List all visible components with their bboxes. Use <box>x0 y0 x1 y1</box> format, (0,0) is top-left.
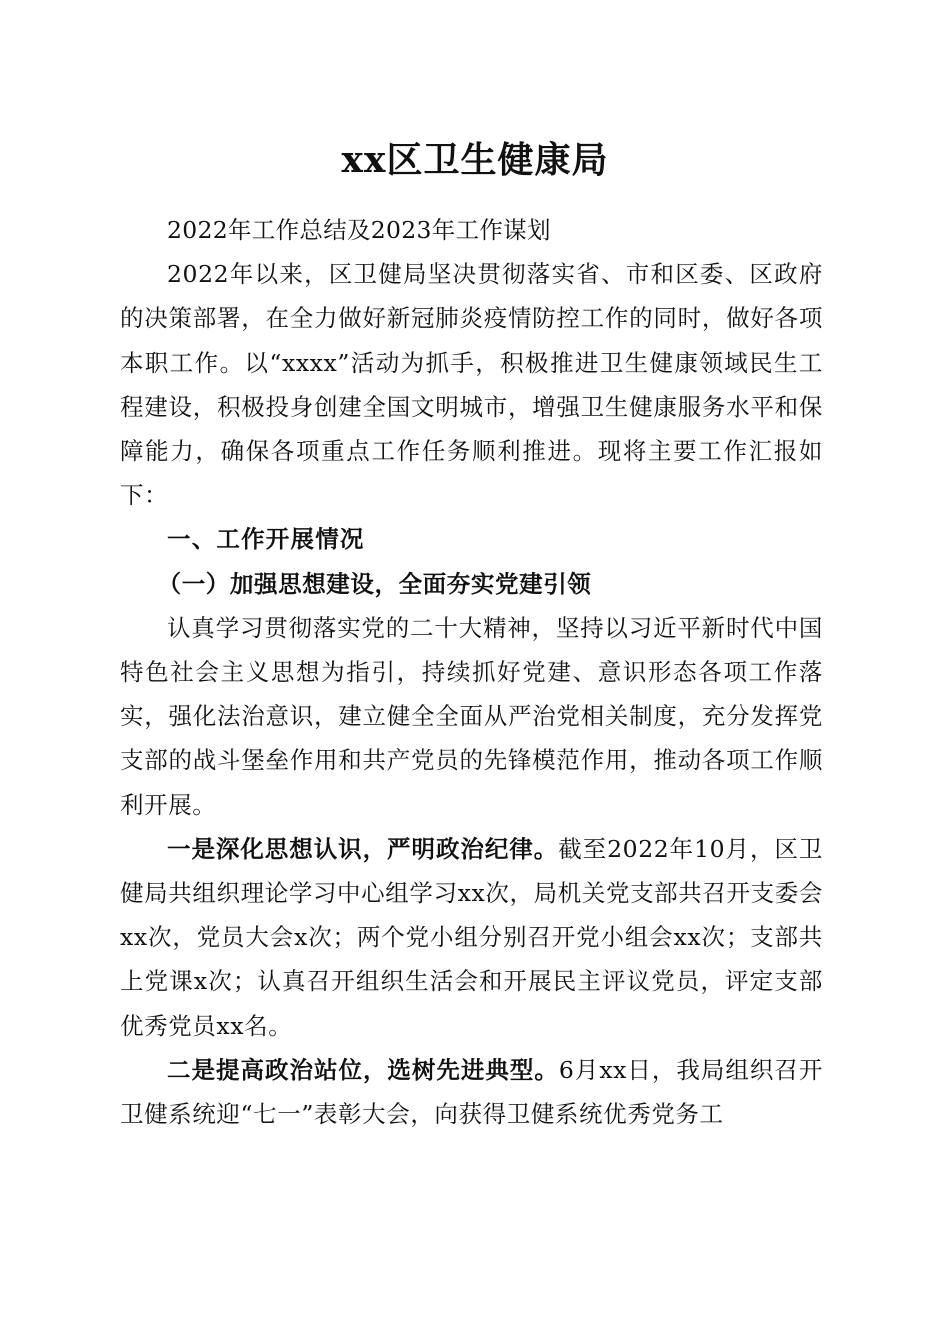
party-building-paragraph: 认真学习贯彻落实党的二十大精神，坚持以习近平新时代中国特色社会主义思想为指引，持续抓好党建、意识形态各项工作落实，强化法治意识，建立健全全面从严治党相关制度，充分发挥党支部的战斗堡垒作用和共产党员的先锋模范作用，推动各项工作顺利开展。 <box>120 613 823 819</box>
point-one-paragraph <box>120 827 823 1048</box>
intro-paragraph: 2022年以来，区卫健局坚决贯彻落实省、市和区委、区政府的决策部署，在全力做好新冠肺炎疫情防控工作的同时，做好各项本职工作。以“xxxx”活动为抓手，积极推进卫生健康领域民生工程建设，积极投身创建全国文明城市，增强卫生健康服务水平和保障能力，确保各项重点工作任务顺利推进。现将主要工作汇报如下： <box>120 260 823 510</box>
document-title: xx区卫生健康局 <box>341 139 609 181</box>
section-heading: 一、工作开展情况 <box>167 525 365 554</box>
point-two-paragraph <box>120 1048 823 1136</box>
document-subtitle: 2022年工作总结及2023年工作谋划 <box>167 216 551 244</box>
document-body <box>120 208 823 1136</box>
subsection-heading: （一）加强思想建设，全面夯实党建引领 <box>157 569 592 598</box>
point-one-text: 截至2022年10月，区卫健局共组织理论学习中心组学习xx次，局机关党支部共召开支委会xx次，党员大会x次；两个党小组分别召开党小组会xx次；支部共上党课x次；认真召开组织生活会和开展民主评议党员，评定支部优秀党员xx名。 <box>120 834 823 1040</box>
point-two-lead: 二是提高政治站位，选树先进典型。 <box>167 1055 559 1084</box>
point-one-lead: 一是深化思想认识，严明政治纪律。 <box>167 834 559 863</box>
point-two-text: 6月xx日，我局组织召开卫健系统迎“七一”表彰大会，向获得卫健系统优秀党务工 <box>120 1055 823 1129</box>
